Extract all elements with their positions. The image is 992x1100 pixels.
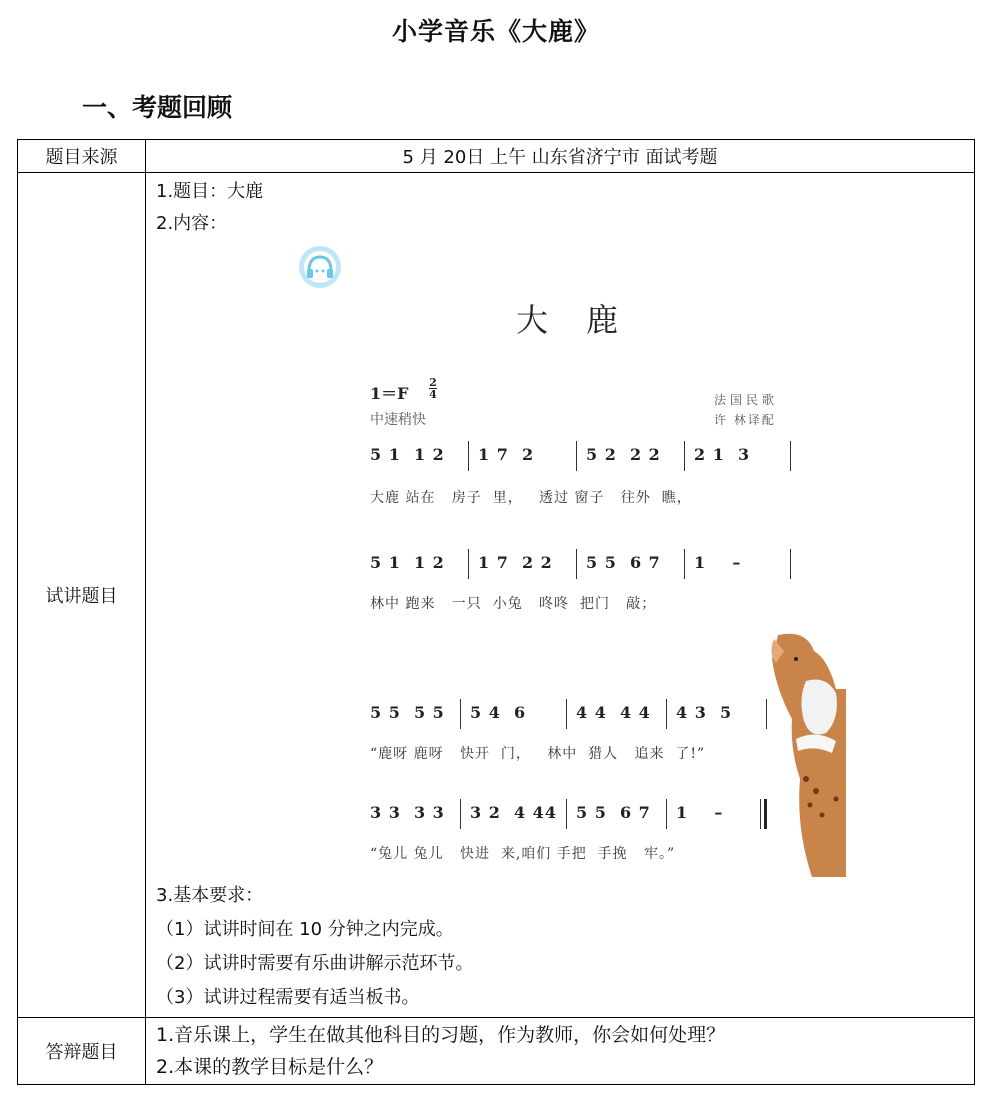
time-signature [429,377,437,400]
source-row [18,140,975,173]
lyrics-row-2: 林中 跑来 一只 小兔 咚咚 把门 敲； [370,596,657,612]
key-signature: 1＝F [370,384,409,403]
bar-line [790,441,791,471]
defense-content-cell [146,1018,975,1085]
measure: 1 7 2 2 [478,553,553,572]
lecture-row [18,173,975,1018]
music-score [146,173,974,873]
bar-line [790,549,791,579]
time-top: 2 [429,376,437,389]
measure: 5 5 5 5 [370,703,445,722]
bar-line [460,699,461,729]
document-title: 小学音乐《大鹿》 [391,17,600,46]
bar-line [666,799,667,829]
measure: 4 4 4 4 [576,703,651,722]
defense-question-2: 2.本课的教学目标是什么？ [156,1056,384,1078]
score-row-2 [370,553,790,583]
song-origin: 法国民歌 [714,393,779,407]
measure: 1 7 2 [478,445,535,464]
score-row-1 [370,445,790,475]
measure: 5 1 1 2 [370,553,445,572]
bar-line [760,799,761,829]
bar-line [566,799,567,829]
defense-row [18,1018,975,1085]
measure: 3 3 3 3 [370,803,445,822]
lecture-content-cell [146,173,975,1018]
bar-line [576,441,577,471]
measure: 5 1 1 2 [370,445,445,464]
time-bottom: 4 [429,388,437,401]
bar-line [460,799,461,829]
measure: 1 – [676,803,724,822]
lyrics-row-1: 大鹿 站在 房子 里， 透过 窗子 往外 瞧， [370,490,692,506]
bar-line [684,549,685,579]
lecture-topic: 1.题目：大鹿 [156,181,264,202]
bar-line [666,699,667,729]
measure: 2 1 3 [694,445,751,464]
song-arranger: 许 林译配 [714,413,776,427]
measure: 4 3 5 [676,703,733,722]
lecture-content-label: 2.内容： [156,213,228,234]
bar-line [684,441,685,471]
bar-line [468,441,469,471]
section-heading: 一、考题回顾 [82,93,233,122]
measure: 5 4 6 [470,703,527,722]
requirements-heading: 3.基本要求： [156,885,264,906]
exam-table [17,139,975,1085]
requirement-1: （1）试讲时间在 10 分钟之内完成。 [156,919,454,940]
measure: 5 2 2 2 [586,445,661,464]
lecture-label: 试讲题目 [18,173,146,1018]
defense-question-1: 1.音乐课上，学生在做其他科目的习题，作为教师，你会如何处理？ [156,1024,726,1046]
measure: 5 5 6 7 [586,553,661,572]
headphone-logo-icon [298,245,342,289]
measure: 1 – [694,553,742,572]
tempo-marking: 中速稍快 [370,412,426,428]
deer-and-rabbit-illustration [766,629,846,877]
bar-line [566,699,567,729]
lyrics-row-3: “鹿呀 鹿呀 快开 门， 林中 猎人 追来 了!” [370,746,706,762]
score-row-3 [370,703,790,733]
requirement-3: （3）试讲过程需要有适当板书。 [156,987,420,1008]
source-label: 题目来源 [18,140,146,173]
score-row-4 [370,803,790,833]
song-title: 大鹿 [516,301,657,339]
source-value: 5 月 20日 上午 山东省济宁市 面试考题 [146,140,975,173]
requirement-2: （2）试讲时需要有乐曲讲解示范环节。 [156,953,474,974]
bar-line [468,549,469,579]
measure: 5 5 6 7 [576,803,651,822]
lyrics-row-4: “兔儿 兔儿 快进 来,咱们 手把 手挽 牢。” [370,846,676,862]
bar-line [576,549,577,579]
measure: 3 2 4 44 [470,803,557,822]
defense-label: 答辩题目 [18,1018,146,1085]
